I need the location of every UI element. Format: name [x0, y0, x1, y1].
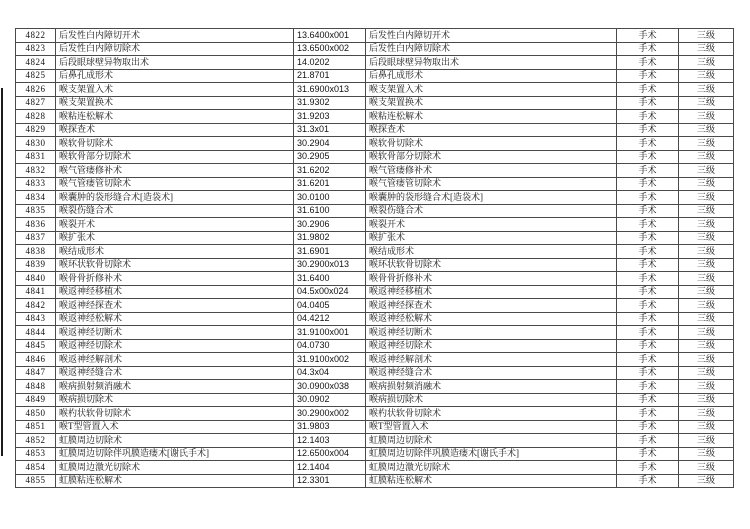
row-seq-cell: 4837 [16, 231, 56, 245]
procedure-name-repeat-cell: 喉裂开术 [366, 218, 617, 232]
procedure-name-cell: 喉囊肿的袋形缝合术[造袋术] [56, 191, 294, 205]
procedure-code-cell: 30.2906 [294, 218, 366, 232]
table-row [16, 285, 734, 299]
table-row [16, 164, 734, 178]
procedure-name-cell: 喉支架置入术 [56, 83, 294, 97]
row-seq-cell: 4850 [16, 407, 56, 421]
row-seq-cell: 4848 [16, 380, 56, 394]
level-cell: 三级 [679, 420, 734, 434]
procedure-code-cell: 31.9100x001 [294, 326, 366, 340]
procedure-code-cell: 31.6900x013 [294, 83, 366, 97]
procedure-code-cell: 31.9203 [294, 110, 366, 124]
row-seq-cell: 4854 [16, 461, 56, 475]
procedure-name-cell: 喉T型管置入术 [56, 420, 294, 434]
table-row [16, 110, 734, 124]
procedure-name-repeat-cell: 喉病损射频消融术 [366, 380, 617, 394]
procedure-code-cell: 31.9100x002 [294, 353, 366, 367]
procedure-code-cell: 31.6201 [294, 177, 366, 191]
table-row [16, 177, 734, 191]
procedure-code-cell: 04.5x00x024 [294, 285, 366, 299]
row-seq-cell: 4836 [16, 218, 56, 232]
category-cell: 手术 [617, 366, 679, 380]
table-row [16, 123, 734, 137]
category-cell: 手术 [617, 447, 679, 461]
procedure-name-repeat-cell: 喉囊肿的袋形缝合术[造袋术] [366, 191, 617, 205]
row-seq-cell: 4832 [16, 164, 56, 178]
level-cell: 三级 [679, 434, 734, 448]
procedure-code-cell: 14.0202 [294, 56, 366, 70]
procedure-name-repeat-cell: 喉病损切除术 [366, 393, 617, 407]
procedure-name-repeat-cell: 喉支架置入术 [366, 83, 617, 97]
procedure-code-cell: 31.9802 [294, 231, 366, 245]
procedure-name-repeat-cell: 喉软骨部分切除术 [366, 150, 617, 164]
row-seq-cell: 4835 [16, 204, 56, 218]
row-seq-cell: 4847 [16, 366, 56, 380]
table-row [16, 29, 734, 43]
procedure-code-cell: 13.6400x001 [294, 29, 366, 43]
procedure-name-cell: 喉返神经解剖术 [56, 353, 294, 367]
category-cell: 手术 [617, 83, 679, 97]
level-cell: 三级 [679, 245, 734, 259]
procedure-name-repeat-cell: 后发性白内障切除术 [366, 42, 617, 56]
procedure-code-cell: 04.3x04 [294, 366, 366, 380]
row-seq-cell: 4833 [16, 177, 56, 191]
level-cell: 三级 [679, 137, 734, 151]
table-row [16, 204, 734, 218]
level-cell: 三级 [679, 461, 734, 475]
level-cell: 三级 [679, 177, 734, 191]
procedure-table-body [16, 29, 734, 488]
table-row [16, 447, 734, 461]
category-cell: 手术 [617, 407, 679, 421]
level-cell: 三级 [679, 96, 734, 110]
level-cell: 三级 [679, 474, 734, 488]
table-row [16, 380, 734, 394]
procedure-code-cell: 30.2904 [294, 137, 366, 151]
level-cell: 三级 [679, 83, 734, 97]
procedure-name-cell: 虹膜周边激光切除术 [56, 461, 294, 475]
row-seq-cell: 4822 [16, 29, 56, 43]
procedure-name-cell: 虹膜周边切除术 [56, 434, 294, 448]
procedure-name-repeat-cell: 喉软骨切除术 [366, 137, 617, 151]
category-cell: 手术 [617, 177, 679, 191]
procedure-name-repeat-cell: 喉气管瘘修补术 [366, 164, 617, 178]
level-cell: 三级 [679, 164, 734, 178]
category-cell: 手术 [617, 312, 679, 326]
category-cell: 手术 [617, 42, 679, 56]
level-cell: 三级 [679, 56, 734, 70]
procedure-code-cell: 12.3301 [294, 474, 366, 488]
table-row [16, 83, 734, 97]
procedure-name-cell: 喉返神经探查术 [56, 299, 294, 313]
table-row [16, 191, 734, 205]
procedure-name-cell: 喉返神经松解术 [56, 312, 294, 326]
procedure-name-cell: 喉粘连松解术 [56, 110, 294, 124]
row-seq-cell: 4852 [16, 434, 56, 448]
procedure-name-cell: 喉病损射频消融术 [56, 380, 294, 394]
category-cell: 手术 [617, 326, 679, 340]
procedure-name-cell: 喉软骨切除术 [56, 137, 294, 151]
level-cell: 三级 [679, 393, 734, 407]
procedure-name-repeat-cell: 喉返神经缝合术 [366, 366, 617, 380]
category-cell: 手术 [617, 272, 679, 286]
procedure-code-cell: 31.6202 [294, 164, 366, 178]
procedure-code-cell: 13.6500x002 [294, 42, 366, 56]
procedure-code-cell: 30.2905 [294, 150, 366, 164]
procedure-code-cell: 30.0100 [294, 191, 366, 205]
procedure-name-cell: 喉骨骨折修补术 [56, 272, 294, 286]
procedure-code-cell: 30.2900x013 [294, 258, 366, 272]
procedure-name-cell: 喉气管瘘管切除术 [56, 177, 294, 191]
level-cell: 三级 [679, 110, 734, 124]
level-cell: 三级 [679, 326, 734, 340]
row-seq-cell: 4853 [16, 447, 56, 461]
row-seq-cell: 4823 [16, 42, 56, 56]
procedure-name-cell: 喉环状软骨切除术 [56, 258, 294, 272]
level-cell: 三级 [679, 447, 734, 461]
table-row [16, 461, 734, 475]
level-cell: 三级 [679, 272, 734, 286]
category-cell: 手术 [617, 461, 679, 475]
category-cell: 手术 [617, 110, 679, 124]
table-row [16, 474, 734, 488]
row-seq-cell: 4841 [16, 285, 56, 299]
category-cell: 手术 [617, 29, 679, 43]
procedure-code-cell: 31.6100 [294, 204, 366, 218]
table-row [16, 231, 734, 245]
table-row [16, 353, 734, 367]
procedure-code-cell: 31.6400 [294, 272, 366, 286]
procedure-name-repeat-cell: 喉扩张术 [366, 231, 617, 245]
procedure-name-repeat-cell: 喉T型管置入术 [366, 420, 617, 434]
procedure-name-repeat-cell: 喉环状软骨切除术 [366, 258, 617, 272]
row-seq-cell: 4834 [16, 191, 56, 205]
row-seq-cell: 4826 [16, 83, 56, 97]
procedure-name-cell: 后发性白内障切开术 [56, 29, 294, 43]
table-row [16, 258, 734, 272]
level-cell: 三级 [679, 42, 734, 56]
procedure-name-cell: 喉病损切除术 [56, 393, 294, 407]
table-row [16, 272, 734, 286]
procedure-name-repeat-cell: 喉返神经移植术 [366, 285, 617, 299]
category-cell: 手术 [617, 191, 679, 205]
category-cell: 手术 [617, 285, 679, 299]
table-row [16, 393, 734, 407]
level-cell: 三级 [679, 231, 734, 245]
row-seq-cell: 4855 [16, 474, 56, 488]
procedure-name-cell: 喉返神经切除术 [56, 339, 294, 353]
table-row [16, 137, 734, 151]
procedure-code-cell: 30.0902 [294, 393, 366, 407]
procedure-code-cell: 31.9302 [294, 96, 366, 110]
procedure-name-repeat-cell: 喉气管瘘管切除术 [366, 177, 617, 191]
category-cell: 手术 [617, 353, 679, 367]
procedure-name-cell: 喉返神经缝合术 [56, 366, 294, 380]
procedure-name-cell: 虹膜粘连松解术 [56, 474, 294, 488]
level-cell: 三级 [679, 123, 734, 137]
row-seq-cell: 4849 [16, 393, 56, 407]
table-row [16, 56, 734, 70]
category-cell: 手术 [617, 339, 679, 353]
table-row [16, 407, 734, 421]
scan-edge-artifact [1, 88, 3, 456]
procedure-name-cell: 喉气管瘘修补术 [56, 164, 294, 178]
procedure-name-cell: 喉探查术 [56, 123, 294, 137]
category-cell: 手术 [617, 245, 679, 259]
procedure-code-cell: 30.0900x038 [294, 380, 366, 394]
procedure-code-cell: 21.8701 [294, 69, 366, 83]
procedure-name-cell: 喉杓状软骨切除术 [56, 407, 294, 421]
procedure-name-repeat-cell: 喉返神经探查术 [366, 299, 617, 313]
procedure-name-repeat-cell: 后鼻孔成形术 [366, 69, 617, 83]
procedure-name-cell: 虹膜周边切除伴巩膜造瘘术[谢氏手术] [56, 447, 294, 461]
category-cell: 手术 [617, 474, 679, 488]
table-row [16, 434, 734, 448]
procedure-name-cell: 喉返神经切断术 [56, 326, 294, 340]
procedure-code-cell: 12.1404 [294, 461, 366, 475]
procedure-name-repeat-cell: 喉骨骨折修补术 [366, 272, 617, 286]
category-cell: 手术 [617, 393, 679, 407]
level-cell: 三级 [679, 204, 734, 218]
row-seq-cell: 4827 [16, 96, 56, 110]
procedure-name-repeat-cell: 虹膜周边切除伴巩膜造瘘术[谢氏手术] [366, 447, 617, 461]
level-cell: 三级 [679, 312, 734, 326]
table-row [16, 299, 734, 313]
row-seq-cell: 4825 [16, 69, 56, 83]
category-cell: 手术 [617, 420, 679, 434]
procedure-code-cell: 12.1403 [294, 434, 366, 448]
procedure-name-repeat-cell: 喉返神经切除术 [366, 339, 617, 353]
procedure-code-cell: 31.9803 [294, 420, 366, 434]
procedure-code-cell: 04.0730 [294, 339, 366, 353]
row-seq-cell: 4843 [16, 312, 56, 326]
row-seq-cell: 4829 [16, 123, 56, 137]
procedure-name-repeat-cell: 后发性白内障切开术 [366, 29, 617, 43]
table-row [16, 42, 734, 56]
procedure-name-cell: 喉返神经移植术 [56, 285, 294, 299]
procedure-name-cell: 喉裂伤缝合术 [56, 204, 294, 218]
row-seq-cell: 4845 [16, 339, 56, 353]
row-seq-cell: 4840 [16, 272, 56, 286]
category-cell: 手术 [617, 164, 679, 178]
procedure-code-table [15, 28, 734, 488]
procedure-code-cell: 31.6901 [294, 245, 366, 259]
procedure-name-repeat-cell: 喉裂伤缝合术 [366, 204, 617, 218]
category-cell: 手术 [617, 137, 679, 151]
category-cell: 手术 [617, 123, 679, 137]
procedure-name-repeat-cell: 喉返神经切断术 [366, 326, 617, 340]
row-seq-cell: 4824 [16, 56, 56, 70]
procedure-name-repeat-cell: 虹膜周边切除术 [366, 434, 617, 448]
table-row [16, 326, 734, 340]
procedure-code-cell: 31.3x01 [294, 123, 366, 137]
table-row [16, 312, 734, 326]
table-row [16, 366, 734, 380]
category-cell: 手术 [617, 150, 679, 164]
level-cell: 三级 [679, 285, 734, 299]
row-seq-cell: 4846 [16, 353, 56, 367]
level-cell: 三级 [679, 29, 734, 43]
procedure-name-cell: 喉支架置换术 [56, 96, 294, 110]
row-seq-cell: 4851 [16, 420, 56, 434]
procedure-name-repeat-cell: 喉返神经解剖术 [366, 353, 617, 367]
procedure-code-cell: 04.0405 [294, 299, 366, 313]
procedure-code-cell: 12.6500x004 [294, 447, 366, 461]
category-cell: 手术 [617, 380, 679, 394]
row-seq-cell: 4828 [16, 110, 56, 124]
table-row [16, 96, 734, 110]
procedure-name-repeat-cell: 喉结成形术 [366, 245, 617, 259]
category-cell: 手术 [617, 434, 679, 448]
procedure-name-cell: 喉软骨部分切除术 [56, 150, 294, 164]
row-seq-cell: 4844 [16, 326, 56, 340]
procedure-code-cell: 30.2900x002 [294, 407, 366, 421]
row-seq-cell: 4838 [16, 245, 56, 259]
row-seq-cell: 4839 [16, 258, 56, 272]
level-cell: 三级 [679, 380, 734, 394]
procedure-name-repeat-cell: 虹膜粘连松解术 [366, 474, 617, 488]
procedure-code-cell: 04.4212 [294, 312, 366, 326]
row-seq-cell: 4842 [16, 299, 56, 313]
level-cell: 三级 [679, 218, 734, 232]
procedure-name-repeat-cell: 喉支架置换术 [366, 96, 617, 110]
table-row [16, 339, 734, 353]
category-cell: 手术 [617, 218, 679, 232]
category-cell: 手术 [617, 258, 679, 272]
procedure-name-cell: 喉结成形术 [56, 245, 294, 259]
category-cell: 手术 [617, 69, 679, 83]
level-cell: 三级 [679, 191, 734, 205]
table-row [16, 150, 734, 164]
table-row [16, 218, 734, 232]
procedure-name-cell: 喉扩张术 [56, 231, 294, 245]
table-row [16, 420, 734, 434]
procedure-name-cell: 后段眼球壁异物取出术 [56, 56, 294, 70]
category-cell: 手术 [617, 96, 679, 110]
level-cell: 三级 [679, 258, 734, 272]
row-seq-cell: 4830 [16, 137, 56, 151]
level-cell: 三级 [679, 353, 734, 367]
procedure-name-repeat-cell: 喉杓状软骨切除术 [366, 407, 617, 421]
level-cell: 三级 [679, 407, 734, 421]
procedure-name-repeat-cell: 喉粘连松解术 [366, 110, 617, 124]
level-cell: 三级 [679, 366, 734, 380]
procedure-name-repeat-cell: 后段眼球壁异物取出术 [366, 56, 617, 70]
procedure-name-repeat-cell: 喉返神经松解术 [366, 312, 617, 326]
level-cell: 三级 [679, 299, 734, 313]
category-cell: 手术 [617, 231, 679, 245]
level-cell: 三级 [679, 150, 734, 164]
level-cell: 三级 [679, 69, 734, 83]
procedure-name-cell: 后鼻孔成形术 [56, 69, 294, 83]
table-row [16, 245, 734, 259]
procedure-name-repeat-cell: 虹膜周边激光切除术 [366, 461, 617, 475]
category-cell: 手术 [617, 56, 679, 70]
category-cell: 手术 [617, 204, 679, 218]
row-seq-cell: 4831 [16, 150, 56, 164]
table-row [16, 69, 734, 83]
procedure-name-cell: 喉裂开术 [56, 218, 294, 232]
category-cell: 手术 [617, 299, 679, 313]
procedure-name-cell: 后发性白内障切除术 [56, 42, 294, 56]
level-cell: 三级 [679, 339, 734, 353]
procedure-name-repeat-cell: 喉探查术 [366, 123, 617, 137]
